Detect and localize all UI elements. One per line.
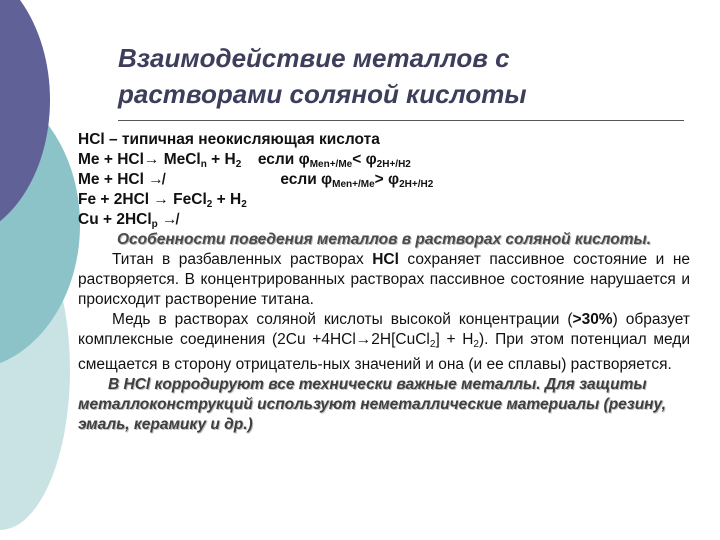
equation-line-4 (78, 190, 690, 210)
paragraph-copper (78, 310, 690, 375)
eq2-sub-h: 2H+/H2 (376, 159, 411, 170)
eq4-sub2: 2 (241, 199, 247, 210)
title-line-2: растворами соляной кислоты (118, 79, 527, 109)
eq5-text: Cu + 2HCl (78, 211, 152, 228)
eq2-sub-me: Men+/Me (309, 159, 353, 170)
slide-content (78, 130, 690, 435)
titanium-text-2: сохраняет пассивное состояние и не растворяется. В концентрированных растворах пассивное состояние нарушается и происходит растворение титана. (78, 251, 690, 308)
section-subheading: Особенности поведения металлов в растворах соляной кислоты. (116, 231, 652, 248)
copper-text-1: Медь в растворах соляной кислоты высокой концентрации ( (112, 311, 573, 328)
eq2-mid: + H (206, 151, 236, 168)
eq3-text: Me + HCl (78, 171, 149, 188)
equation-line-2 (78, 150, 690, 170)
copper-text-4: ). При этом потенциал меди смещается в сторону отрицатель-ных значений и она (и ее сплавы) растворяется. (78, 331, 690, 373)
eq4-sub: 2 (206, 199, 213, 210)
title-line-1: Взаимодействие металлов с (118, 43, 510, 73)
eq3-sub-h: 2H+/H2 (399, 179, 434, 190)
title-divider (118, 120, 684, 121)
titanium-hcl: HCl (372, 251, 399, 268)
eq3-condition: если φ (280, 171, 333, 188)
eq2-sub-2: 2 (235, 159, 242, 170)
titanium-text-1: Титан в разбавленных растворах (112, 251, 373, 268)
equation-line-1 (78, 130, 690, 150)
equation-line-3 (78, 170, 690, 190)
no-reaction-arrow-icon: ↛ (157, 211, 178, 228)
closing-statement (78, 375, 690, 435)
eq2-lt: < φ (352, 151, 377, 168)
no-reaction-arrow-icon: ↛ (148, 171, 164, 188)
slide-title (118, 40, 678, 112)
eq3-gt: > φ (374, 171, 400, 188)
copper-text-2: ) образует комплексные соединения (2Cu +4HCl→2H[CuCl (78, 311, 690, 348)
copper-sub-1: 2 (429, 339, 436, 350)
hcl-statement: HCl – типичная неокисляющая кислота (78, 131, 380, 148)
copper-text-3: ] + H (435, 331, 474, 348)
eq2-condition: если φ (257, 151, 310, 168)
eq4-text: Fe + 2HCl → FeCl (78, 191, 207, 208)
eq5-sub: р (151, 219, 158, 230)
closing-text: В HCl корродируют все технически важные металлы. Для защиты металлоконструкций используют неметаллические материалы (резину, эмаль, керамику и др.) (78, 376, 666, 433)
eq4-mid: + H (212, 191, 242, 208)
eq2-sub-n: n (200, 159, 207, 170)
eq2-text: Me + HCl→ MeCl (78, 151, 201, 168)
copper-percent: >30% (572, 311, 613, 328)
copper-sub-2: 2 (473, 339, 479, 350)
eq3-sub-me: Men+/Me (332, 179, 375, 190)
equation-line-5 (78, 210, 690, 230)
paragraph-titanium (78, 250, 690, 310)
